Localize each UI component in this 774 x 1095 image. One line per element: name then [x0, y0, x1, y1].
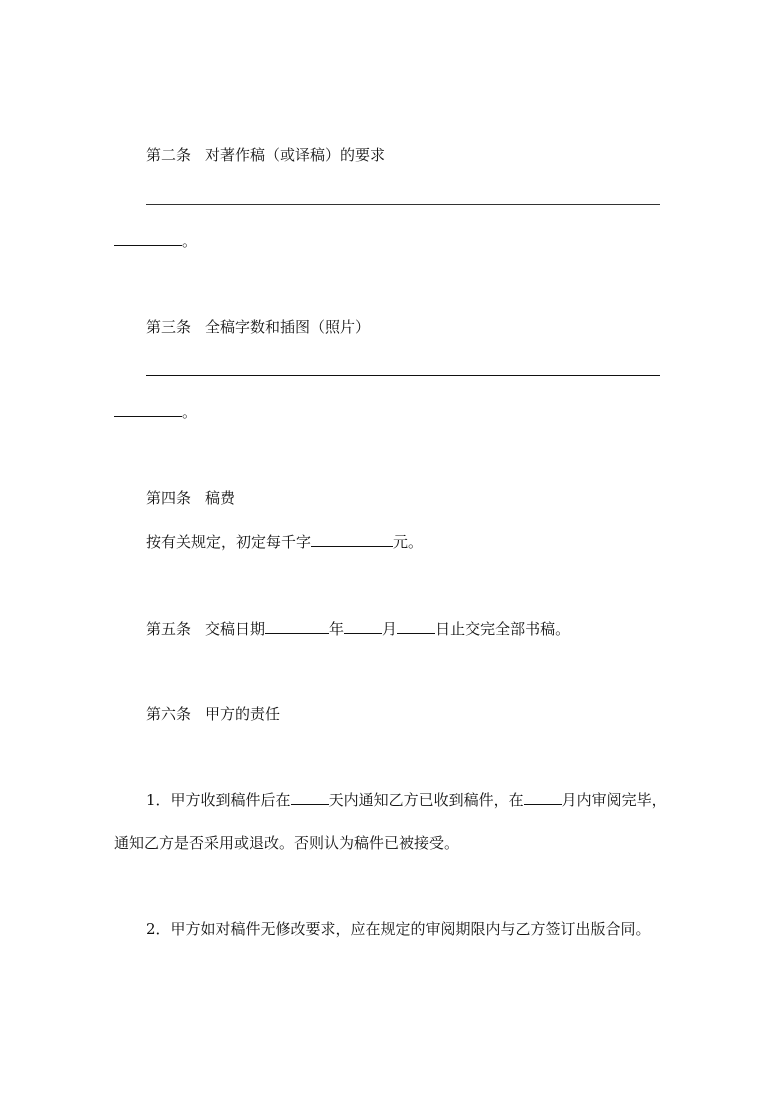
clause6-heading: 第六条: [146, 705, 192, 723]
days-blank[interactable]: [291, 790, 329, 805]
clause3-fill-end: [114, 402, 197, 422]
clause2-heading: 第二条: [146, 146, 192, 164]
clause3-end-mark: 。: [182, 403, 198, 421]
fee-per-thousand-blank[interactable]: [311, 532, 393, 547]
clause5-tail: 日止交完全部书稿。: [435, 620, 571, 638]
clause2-fill-end: [114, 231, 197, 251]
clause4-text-after: 元。: [393, 533, 424, 551]
clause2-fill-line[interactable]: [146, 204, 660, 205]
clause5-line: [146, 619, 570, 639]
clause5-heading: 第五条: [146, 620, 192, 638]
clause4-text-before: 按有关规定，初定每千字: [146, 533, 312, 551]
clause4-heading-line: [146, 488, 235, 508]
clause6-item1-line1: [146, 790, 667, 810]
item1-part3: 月内审阅完毕，: [561, 791, 667, 809]
clause6-title: 甲方的责任: [205, 705, 281, 723]
clause4-fee-line: [146, 532, 423, 552]
months-blank[interactable]: [524, 790, 562, 805]
clause3-fill-blank[interactable]: [114, 402, 182, 417]
item1-number: 1．: [146, 791, 171, 809]
item1-part2: 天内通知乙方已收到稿件，在: [328, 791, 524, 809]
item1-part1: 甲方收到稿件后在: [170, 791, 291, 809]
year-blank[interactable]: [265, 619, 329, 634]
clause3-fill-line[interactable]: [146, 375, 660, 376]
clause4-heading: 第四条: [146, 489, 192, 507]
clause3-title: 全稿字数和插图（照片）: [205, 318, 371, 336]
clause3-heading-line: [146, 317, 370, 337]
item1-line2: 通知乙方是否采用或退改。否则认为稿件已被接受。: [114, 834, 460, 852]
day-blank[interactable]: [397, 619, 435, 634]
clause5-month: 月: [382, 620, 398, 638]
clause2-title: 对著作稿（或译稿）的要求: [205, 146, 386, 164]
clause6-item2-line: [146, 919, 651, 939]
clause5-label: 交稿日期: [205, 620, 266, 638]
item2-number: 2．: [146, 920, 171, 938]
item2-text: 甲方如对稿件无修改要求，应在规定的审阅期限内与乙方签订出版合同。: [170, 920, 651, 938]
clause5-year: 年: [329, 620, 345, 638]
month-blank[interactable]: [344, 619, 382, 634]
clause2-fill-blank[interactable]: [114, 231, 182, 246]
clause6-heading-line: [146, 704, 280, 724]
clause6-item1-line2: [114, 833, 459, 853]
clause3-heading: 第三条: [146, 318, 192, 336]
clause2-heading-line: [146, 145, 385, 165]
clause2-end-mark: 。: [182, 232, 198, 250]
clause4-title: 稿费: [205, 489, 236, 507]
